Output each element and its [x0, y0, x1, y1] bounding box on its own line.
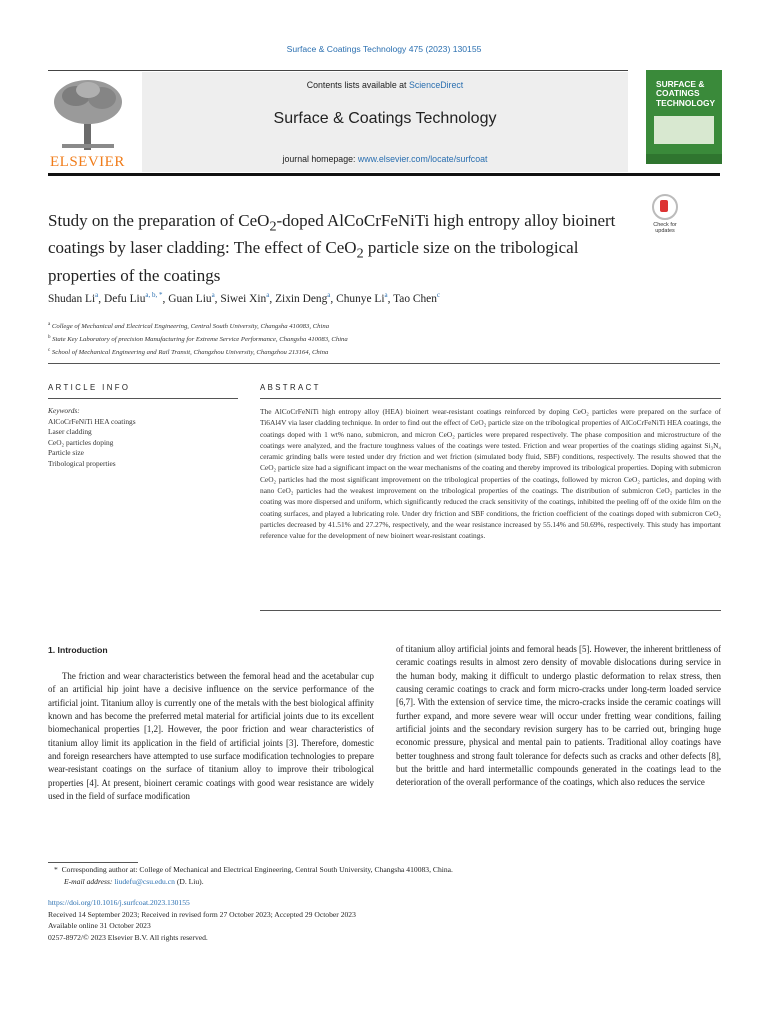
author-affil-marker[interactable]: c: [436, 291, 441, 299]
check-updates-label: updates: [655, 228, 675, 234]
received-dates: Received 14 September 2023; Received in revised form 27 October 2023; Accepted 29 October 2023: [48, 909, 356, 919]
affiliation-text: College of Mechanical and Electrical Engineering, Central South University, Changsha 410083, China: [51, 323, 330, 331]
author-list: [48, 291, 728, 305]
cover-title-line: COATINGS: [656, 88, 700, 99]
footnote-marker: *: [54, 865, 58, 874]
available-online: Available online 31 October 2023: [48, 921, 151, 931]
affiliation-list: [48, 319, 728, 359]
affiliation: [48, 345, 728, 358]
keyword: Particle size: [48, 448, 84, 458]
masthead-center: [142, 72, 628, 172]
affiliation-text: State Key Laboratory of precision Manufacturing for Extreme Service Performance, Changsha 410083, China: [52, 336, 348, 344]
author-affil-marker[interactable]: a: [211, 291, 215, 299]
cover-title-line: TECHNOLOGY: [656, 97, 716, 108]
homepage-link[interactable]: www.elsevier.com/locate/surfcoat: [357, 154, 488, 164]
right-column: [396, 643, 721, 790]
footnote-text: Corresponding author at: College of Mechanical and Electrical Engineering, Central South University, Changsha 410083, China.: [61, 865, 453, 874]
paragraph: of titanium alloy artificial joints and femoral heads [5]. However, the inherent brittleness of ceramic coatings results in almost zero density of movable dislocations during service in the human body, making it difficult to undergo plastic deformation to relax stress, then causing ceramic coatings to crack and form micro-cracks under long-term loaded service [6,7]. With the extension of service time, the micro-cracks inside the ceramic coatings will further expand, and more severe wear will occur under fretting wear conditions, failing artificial joints and the secondary revision surgery has to be carried out, bringing huge economic pressure, physical and mental pain to patients. Traditional alloy coatings have better toughness and strong fault tolerance for defects such as cracks and other defects [8], but the brittle and hard intermetallic compounds generated in the coatings lead to the deterioration of the overall performance of the coatings, which also reduces the service: [396, 644, 721, 788]
check-updates-icon: [652, 194, 678, 220]
email-suffix: (D. Liu).: [174, 876, 204, 886]
author[interactable]: Zixin Deng: [275, 292, 328, 305]
left-column: [48, 670, 374, 803]
check-updates-label: Check for: [653, 222, 677, 228]
author-sep: ,: [330, 292, 337, 305]
author-sep: ,: [214, 292, 221, 305]
author[interactable]: Shudan Li: [48, 292, 96, 305]
author-affil-marker[interactable]: a, b, *: [145, 291, 163, 299]
homepage-line: [142, 154, 628, 164]
affiliation: [48, 332, 728, 345]
corresponding-author-note: [48, 864, 728, 876]
paper-title: [48, 210, 638, 287]
footnotes: [48, 864, 728, 888]
author-sep: ,: [387, 292, 394, 305]
cover-image: [654, 116, 714, 144]
abstract-text: The AlCoCrFeNiTi high entropy alloy (HEA) bioinert wear-resistant coatings reinforced by doping CeO₂ particles were prepared on the surface of Ti6Al4V via laser cladding technique. In order to find out the effect of CeO₂ particle size on the tribological properties of AlCoCrFeNiTi HEA coatings, the coatings doped with 1 wt% nano, submicron, and micron CeO₂ particles were prepared respectively. The phase composition and microstructure of the coatings were analyzed, and the fracture toughness values of the coatings were tested. Friction and wear properties of the coatings sliding against Si₃N₄ ceramic grinding balls were tested under dry friction and wet friction (simulated body fluid, SBF) conditions, respectively. The results showed that the CeO₂ particle size had a significant impact on the wear mechanisms of the coating and thereby improved its tribological properties. Doping with submicron CeO₂ particles had the most significant improvement on the tribological properties of the coatings, followed by micron CeO₂ particles, and doping with nano CeO₂ particles had the weakest improvement on the tribological properties of the coatings. The distribution of submicron CeO₂ particles in the coating was more dispersed and uniform, which significantly reduced the crack sensitivity of the coatings, inhibited the peeling off of the oxide film on the coating surfaces, and played a lubricating role. Under dry friction and SBF conditions, the friction coefficient of the coatings doped with submicron CeO₂ particles decreased by 41.51% and 27.27%, respectively, and the wear resistance increased by 55.14% and 50.69%, respectively. This study has important reference value for the development of new bioinert wear-resistant coatings.: [260, 407, 721, 541]
sciencedirect-link[interactable]: ScienceDirect: [408, 80, 464, 90]
elsevier-tree-logo: [48, 76, 128, 168]
contents-line: [142, 80, 628, 90]
title-part: -doped AlCoCrFeNiTi high entropy alloy bioinert coatings by laser cladding: The effect of CeO: [48, 211, 616, 258]
journal-title: Surface & Coatings Technology: [273, 110, 497, 127]
author-affil-marker[interactable]: a: [95, 291, 99, 299]
author[interactable]: Siwei Xin: [220, 292, 267, 305]
title-subscript: 2: [269, 218, 277, 235]
introduction-heading: 1. Introduction: [48, 645, 108, 655]
author[interactable]: Chunye Li: [336, 292, 385, 305]
author-sep: ,: [162, 292, 169, 305]
keyword: Tribological properties: [48, 458, 116, 468]
email-link[interactable]: liudefu@csu.edu.cn: [114, 876, 175, 886]
author-affil-marker[interactable]: a: [384, 291, 388, 299]
author-sep: ,: [269, 292, 276, 305]
author[interactable]: Defu Liu: [103, 292, 146, 305]
cover-title-line: SURFACE &: [656, 79, 705, 89]
cover-title: [656, 80, 715, 108]
publication-info: [48, 897, 728, 943]
footnote-rule: [48, 862, 138, 863]
title-part: Study on the preparation of CeO: [48, 211, 270, 230]
keywords-heading: Keywords:: [48, 406, 80, 415]
author[interactable]: Guan Liu: [168, 292, 212, 305]
copyright: 0257-8972/© 2023 Elsevier B.V. All rights reserved.: [48, 932, 208, 942]
affiliation-text: School of Mechanical Engineering and Rail Transit, Changzhou University, Changzhou 213164, China: [51, 349, 329, 357]
email-note: [48, 876, 728, 888]
paragraph: The friction and wear characteristics between the femoral head and the acetabular cup of an artificial hip joint have a decisive influence on the service performance of the artificial joint. Titanium alloy is currently one of the metals with the best biological affinity known and has become the preferred metal material for artificial joints due to its excellent biomechanical properties [1,2]. However, the poor friction and wear characteristics of titanium alloy limit its application in the field of artificial joints [3]. Therefore, domestic and foreign researchers have attempted to use surface modification technologies to prepare wear-resistant coatings on the surface of titanium alloy to improve their tribological properties [4]. At present, bioinert ceramic coatings with good wear resistance are widely used in the field of surface modification: [48, 671, 374, 802]
author-sep: ,: [98, 292, 104, 305]
cover-bar: [646, 154, 722, 164]
article-info-rule: [48, 398, 238, 399]
keyword: Laser cladding: [48, 427, 92, 437]
abstract-bottom-rule: [260, 610, 721, 611]
author-affil-marker[interactable]: a: [327, 291, 331, 299]
homepage-prefix: journal homepage:: [282, 154, 358, 164]
section-rule: [48, 363, 720, 364]
author-affil-marker[interactable]: a: [266, 291, 270, 299]
header-thick-rule: [48, 173, 720, 176]
title-subscript: 2: [356, 245, 364, 262]
abstract-heading: ABSTRACT: [260, 383, 321, 392]
article-info-heading: ARTICLE INFO: [48, 383, 131, 392]
doi-link[interactable]: https://doi.org/10.1016/j.surfcoat.2023.130155: [48, 898, 190, 907]
affiliation-marker: c: [48, 348, 51, 354]
keyword: CeO₂ particles doping: [48, 437, 114, 447]
author[interactable]: Tao Chen: [393, 292, 437, 305]
email-label: E-mail address:: [64, 876, 113, 886]
header-rule: [48, 70, 628, 71]
keywords-block: [48, 406, 238, 470]
title-part: particle size on the tribological properties of the coatings: [48, 238, 579, 285]
elsevier-wordmark: ELSEVIER: [50, 154, 125, 170]
affiliation: [48, 319, 728, 332]
journal-cover-thumbnail[interactable]: [646, 70, 722, 164]
check-for-updates-button[interactable]: [650, 194, 680, 234]
masthead: [48, 72, 628, 172]
journal-reference[interactable]: Surface & Coatings Technology 475 (2023) 130155: [286, 44, 482, 54]
affiliation-marker: a: [48, 322, 51, 327]
affiliation-marker: b: [48, 335, 51, 341]
keyword: AlCoCrFeNiTi HEA coatings: [48, 416, 136, 426]
contents-prefix: Contents lists available at: [306, 80, 409, 90]
abstract-rule: [260, 398, 721, 399]
